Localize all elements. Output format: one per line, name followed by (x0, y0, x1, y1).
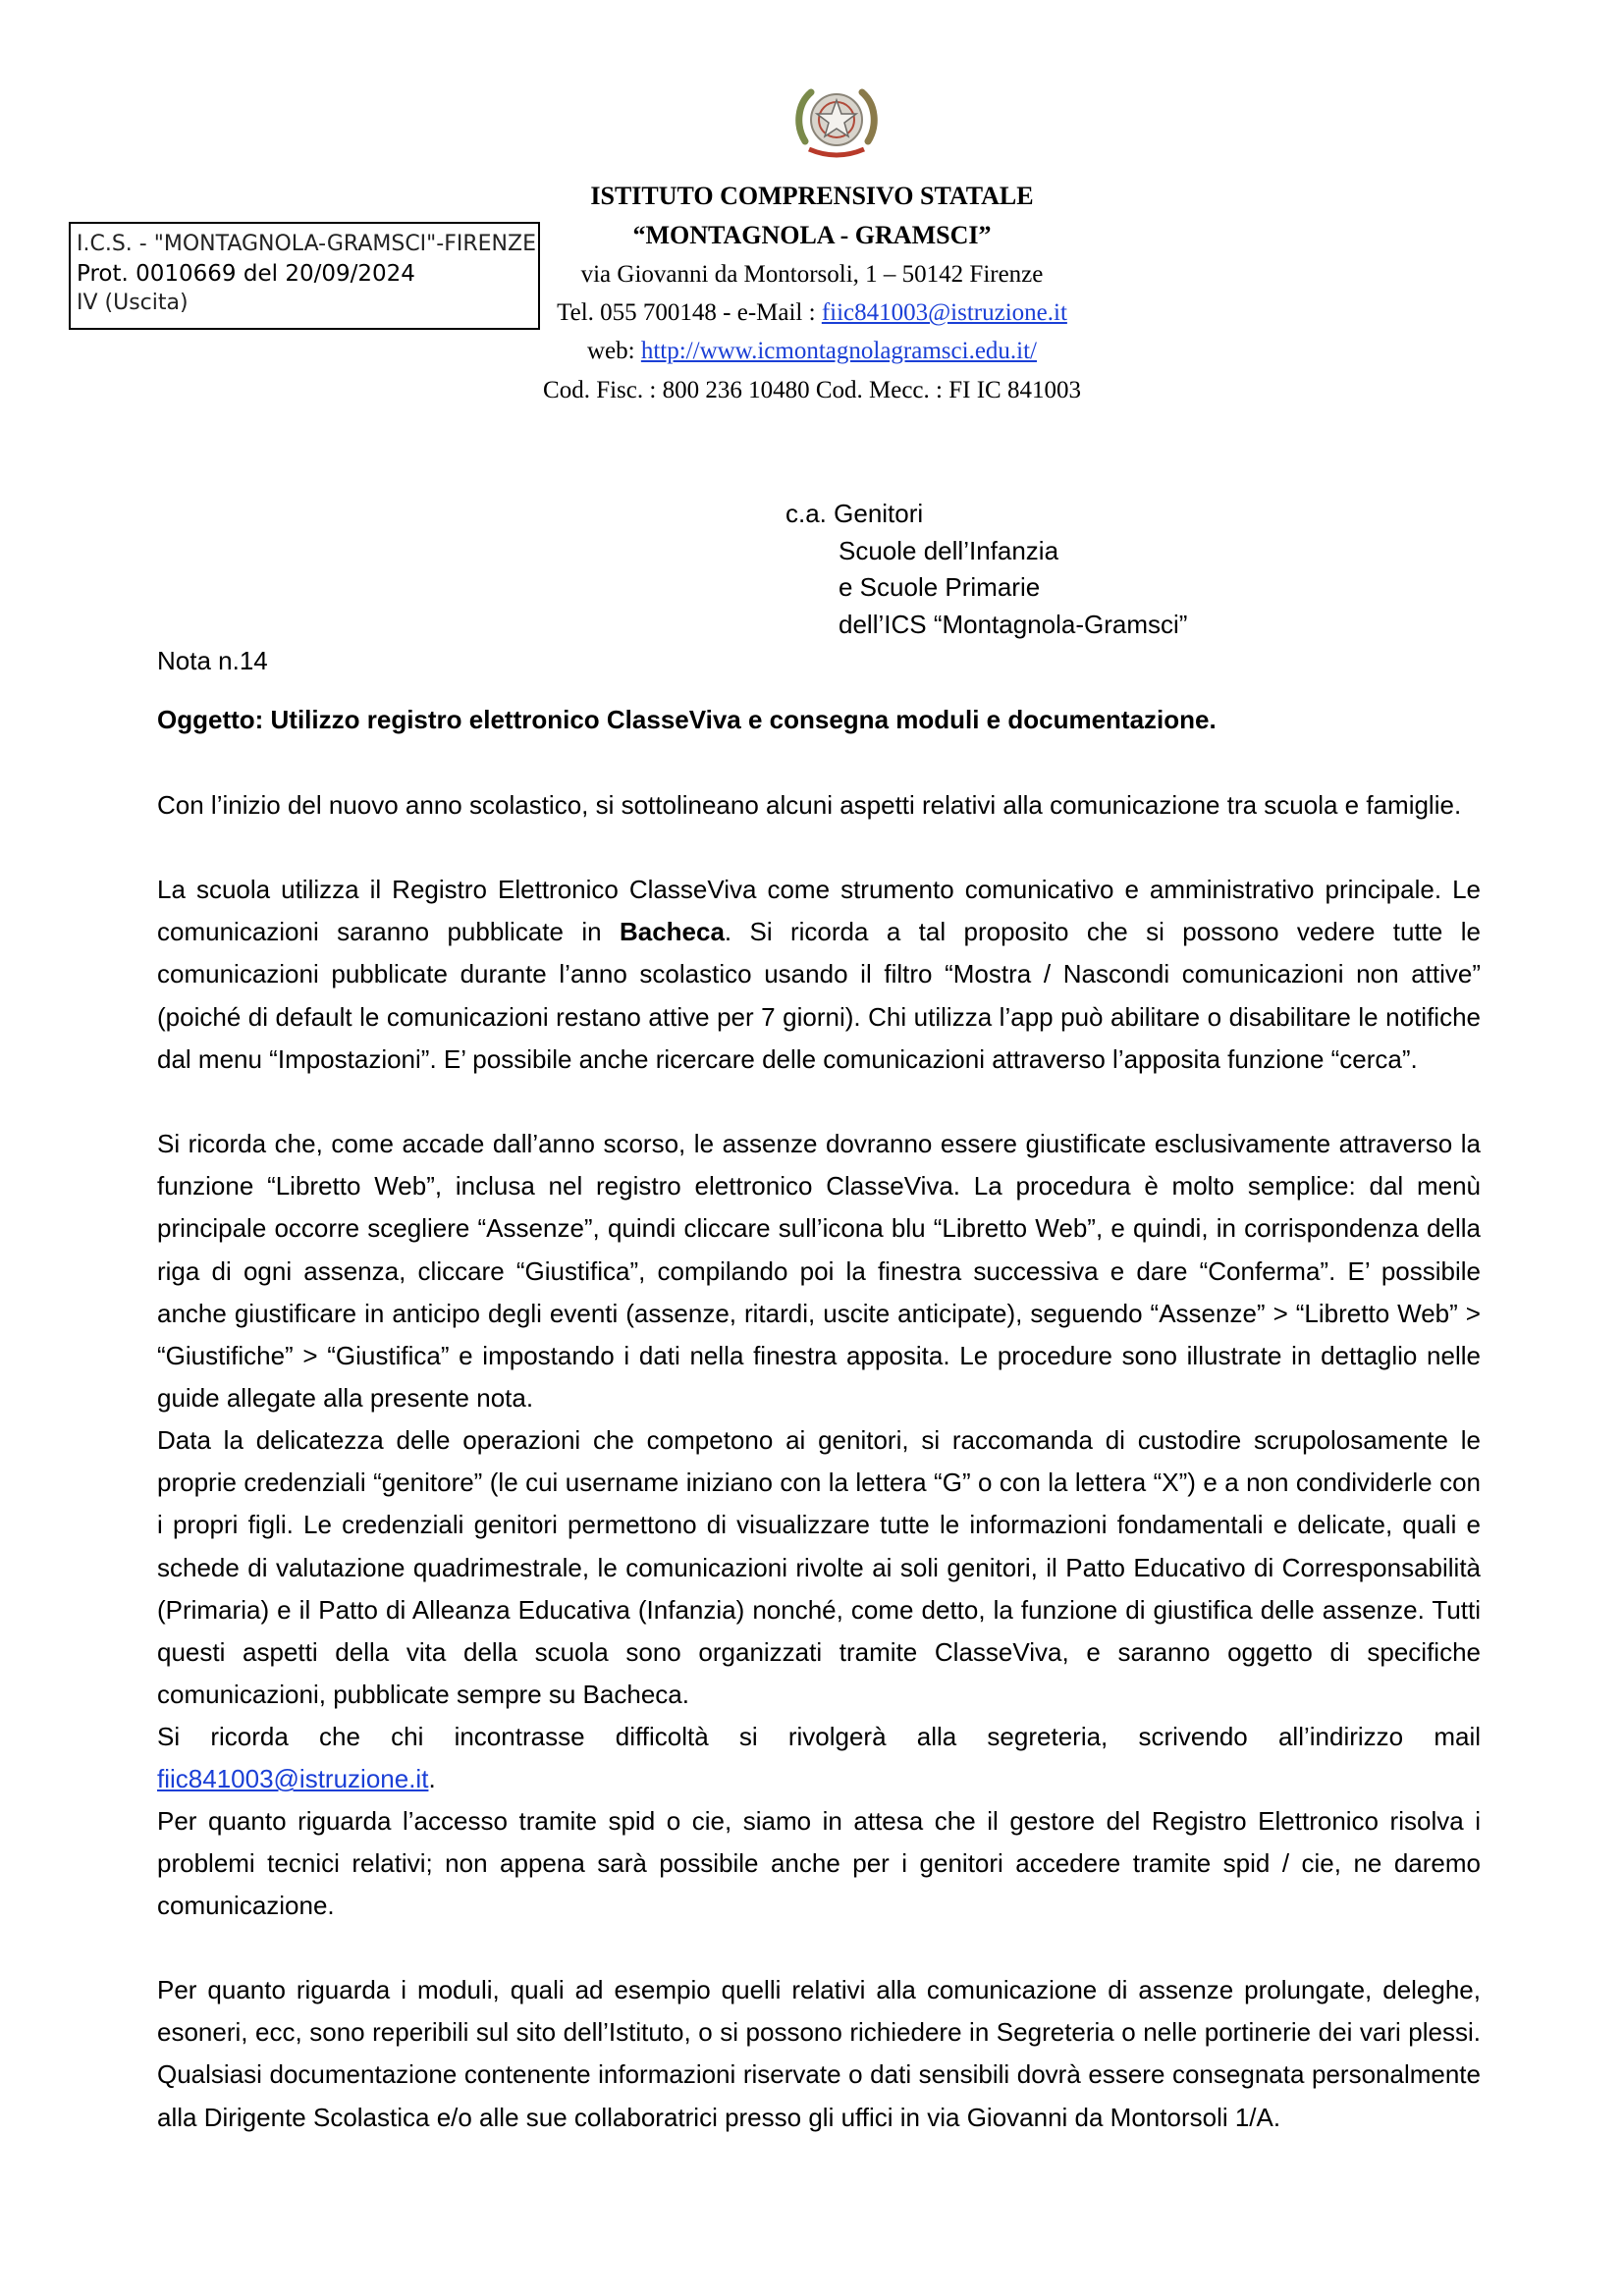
body-paragraph: Per quanto riguarda l’accesso tramite spid o cie, siamo in attesa che il gestore del Registro Elettronico risolva i problemi tecnici relativi; non appena sarà possibile anche per i genitori accedere tramite spid / cie, ne daremo comunicazione. (157, 1806, 1481, 1921)
institute-name: “MONTAGNOLA - GRAMSCI” (632, 221, 992, 249)
body-paragraph (157, 869, 1481, 1081)
institute-address: via Giovanni da Montorsoli, 1 – 50142 Firenze (580, 261, 1044, 288)
paragraph-text: . (428, 1764, 436, 1794)
website-link[interactable]: http://www.icmontagnolagramsci.edu.it/ (640, 338, 1038, 364)
addressee-line: c.a. Genitori (785, 499, 924, 528)
bacheca-bold: Bacheca (619, 917, 725, 947)
body-paragraph: Si ricorda che, come accade dall’anno scorso, le assenze dovranno essere giustificate esclusivamente attraverso la funzione “Libretto Web”, inclusa nel registro elettronico ClasseViva. La procedura è molto semplice: dal menù principale occorre scegliere “Assenze”, quindi cliccare sull’icona blu “Libretto Web”, e quindi, in corrispondenza della riga di ogni assenza, cliccare “Giustifica”, compilando poi la finestra successiva e dare “Conferma”. E’ possibile anche giustificare in anticipo degli eventi (assenze, ritardi, uscite anticipate), seguendo “Assenze” > “Libretto Web” > “Giustifiche” > “Giustifica” e impostando i dati nella finestra apposita. Le procedure sono illustrate in dettaglio nelle guide allegate alla presente nota. (157, 1129, 1481, 1414)
protocol-stamp (69, 222, 540, 330)
body-paragraph (157, 1716, 1481, 1800)
paragraph-text: Si ricorda che chi incontrasse difficoltà si rivolgerà alla segreteria, scrivendo all’indirizzo mail (157, 1722, 1481, 1751)
institute-web (0, 338, 1624, 365)
addressee-line: dell’ICS “Montagnola-Gramsci” (839, 610, 1188, 639)
protocol-number: Prot. 0010669 del 20/09/2024 (77, 261, 415, 287)
body-paragraph: Data la delicatezza delle operazioni che competono ai genitori, si raccomanda di custodire scrupolosamente le proprie credenziali “genitore” (le cui username iniziano con la lettera “G” o con la lettera “X”) e a non condividerle con i propri figli. Le credenziali genitori permettono di visualizzare tutte le informazioni fondamentali e delicate, quali e schede di valutazione quadrimestrale, le comunicazioni rivolte ai soli genitori, il Patto Educativo di Corresponsabilità (Primaria) e il Patto di Alleanza Educativa (Infanzia) nonché, come detto, la funzione di giustifica delle assenze. Tutti questi aspetti della vita della scuola sono organizzati tramite ClasseViva, e saranno oggetto di specifiche comunicazioni, pubblicate sempre su Bacheca. (157, 1425, 1481, 1710)
tel-text: Tel. 055 700148 - e-Mail : (557, 299, 822, 326)
subject-line: Oggetto: Utilizzo registro elettronico ClasseViva e consegna moduli e documentazione. (157, 705, 1217, 734)
email-link[interactable]: fiic841003@istruzione.it (157, 1764, 429, 1794)
republic-emblem-icon (791, 80, 882, 169)
body-paragraph: Con l’inizio del nuovo anno scolastico, si sottolineano alcuni aspetti relativi alla comunicazione tra scuola e famiglie. (157, 790, 1462, 820)
protocol-school: I.C.S. - "MONTAGNOLA-GRAMSCI"-FIRENZE (77, 232, 536, 256)
body-paragraph: Per quanto riguarda i moduli, quali ad esempio quelli relativi alla comunicazione di assenze prolungate, deleghe, esoneri, ecc, sono reperibili sul sito dell’Istituto, o si possono richiedere in Segreteria o nelle portinerie dei vari plessi. Qualsiasi documentazione contenente informazioni riservate o dati sensibili dovrà essere consegnata personalmente alla Dirigente Scolastica e/o alle sue collaboratrici presso gli uffici in via Giovanni da Montorsoli 1/A. (157, 1975, 1481, 2132)
institute-type: ISTITUTO COMPRENSIVO STATALE (590, 182, 1034, 210)
email-link[interactable]: fiic841003@istruzione.it (821, 299, 1067, 326)
paragraph-text: La scuola utilizza il Registro Elettronico ClasseViva come strumento comunicativo e amministrativo principale. Le comunicazioni saranno pubblicate in (157, 875, 1481, 947)
web-label: web: (586, 338, 641, 364)
addressee-line: e Scuole Primarie (839, 572, 1041, 602)
addressee-line: Scuole dell’Infanzia (839, 536, 1059, 565)
institute-codes: Cod. Fisc. : 800 236 10480 Cod. Mecc. : FI IC 841003 (543, 377, 1081, 403)
protocol-direction: IV (Uscita) (77, 291, 189, 315)
note-number: Nota n.14 (157, 646, 268, 675)
paragraph-text: . Si ricorda a tal proposito che si possono vedere tutte le comunicazioni pubblicate durante l’anno scolastico usando il filtro “Mostra / Nascondi comunicazioni non attive” (poiché di default le comunicazioni restano attive per 7 giorni). Chi utilizza l’app può abilitare o disabilitare le notifiche dal menu “Impostazioni”. E’ possibile anche ricercare delle comunicazioni attraverso l’apposita funzione “cerca”. (157, 917, 1481, 1074)
